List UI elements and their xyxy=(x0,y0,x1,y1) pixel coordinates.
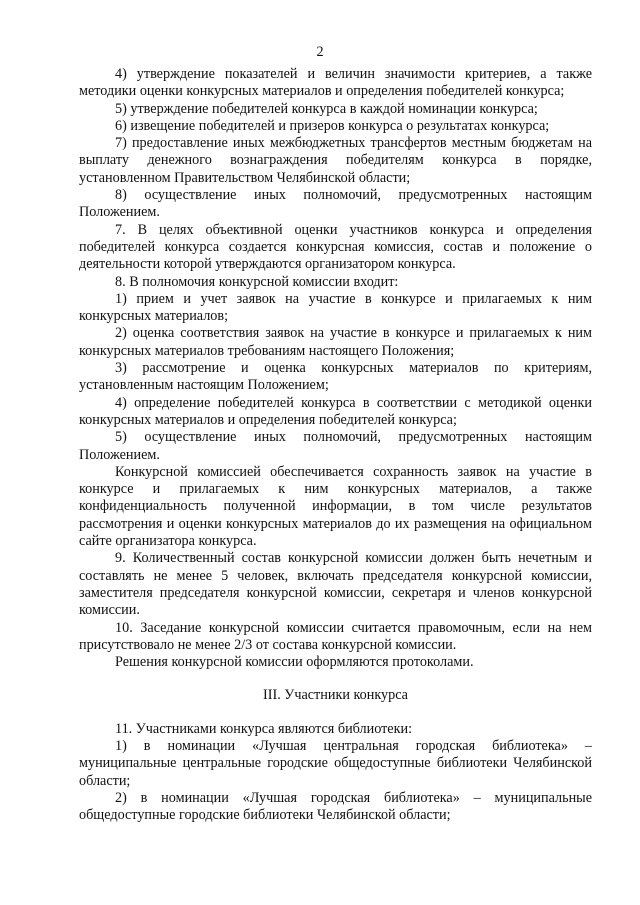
section-heading: III. Участники конкурса xyxy=(263,687,408,704)
paragraph: 7) предоставление иных межбюджетных трансфертов местным бюджетам на выплату денежного вознаграждения победителям конкурса в порядке, установленном Правительством Челябинской области; xyxy=(79,135,592,186)
paragraph: 10. Заседание конкурсной комиссии считается правомочным, если на нем присутствовало не менее 2/3 от состава конкурсной комиссии. xyxy=(79,619,592,653)
paragraph: 3) рассмотрение и оценка конкурсных материалов по критериям, установленным настоящим Положением; xyxy=(79,360,592,394)
paragraph: 5) утверждение победителей конкурса в каждой номинации конкурса; xyxy=(115,100,538,117)
paragraph: 5) осуществление иных полномочий, предусмотренных настоящим Положением. xyxy=(79,429,592,463)
paragraph: 8) осуществление иных полномочий, предусмотренных настоящим Положением. xyxy=(79,187,592,221)
paragraph: Решения конкурсной комиссии оформляются протоколами. xyxy=(115,654,474,671)
paragraph: 6) извещение победителей и призеров конкурса о результатах конкурса; xyxy=(115,117,550,134)
paragraph: 7. В целях объективной оценки участников конкурса и определения победителей конкурса создается конкурсная комиссия, состав и положение о деятельности которой утверждаются организатором конкурса. xyxy=(79,221,592,273)
paragraph: 1) в номинации «Лучшая центральная городская библиотека» – муниципальные центральные городские общедоступные библиотеки Челябинской области; xyxy=(79,737,592,789)
paragraph: 2) оценка соответствия заявок на участие в конкурсе и прилагаемых к ним конкурсных материалов требованиям настоящего Положения; xyxy=(79,325,592,359)
page-number: 2 xyxy=(316,44,324,60)
paragraph: 1) прием и учет заявок на участие в конкурсе и прилагаемых к ним конкурсных материалов; xyxy=(79,290,592,325)
paragraph: 8. В полномочия конкурсной комиссии входит: xyxy=(115,273,399,290)
paragraph: 9. Количественный состав конкурсной комиссии должен быть нечетным и составлять не менее 5 человек, включать председателя конкурсной комиссии, заместителя председателя конкурсной комиссии, секретаря и членов конкурсной комиссии. xyxy=(79,550,592,619)
paragraph: 4) утверждение показателей и величин значимости критериев, а также методики оценки конкурсных материалов и определения победителей конкурса; xyxy=(79,66,592,100)
paragraph: Конкурсной комиссией обеспечивается сохранность заявок на участие в конкурсе и прилагаемых к ним конкурсных материалов, а также конфиденциальность полученной информации, в том числе результатов рассмотрения и оценки конкурсных материалов до их размещения на официальном сайте организатора конкурса. xyxy=(79,463,592,550)
document-body xyxy=(79,66,592,824)
paragraph: 4) определение победителей конкурса в соответствии с методикой оценки конкурсных материалов и определения победителей конкурса; xyxy=(79,394,592,428)
paragraph: 2) в номинации «Лучшая городская библиотека» – муниципальные общедоступные городские библиотеки Челябинской области; xyxy=(79,789,592,824)
paragraph: 11. Участниками конкурса являются библиотеки: xyxy=(115,720,413,737)
